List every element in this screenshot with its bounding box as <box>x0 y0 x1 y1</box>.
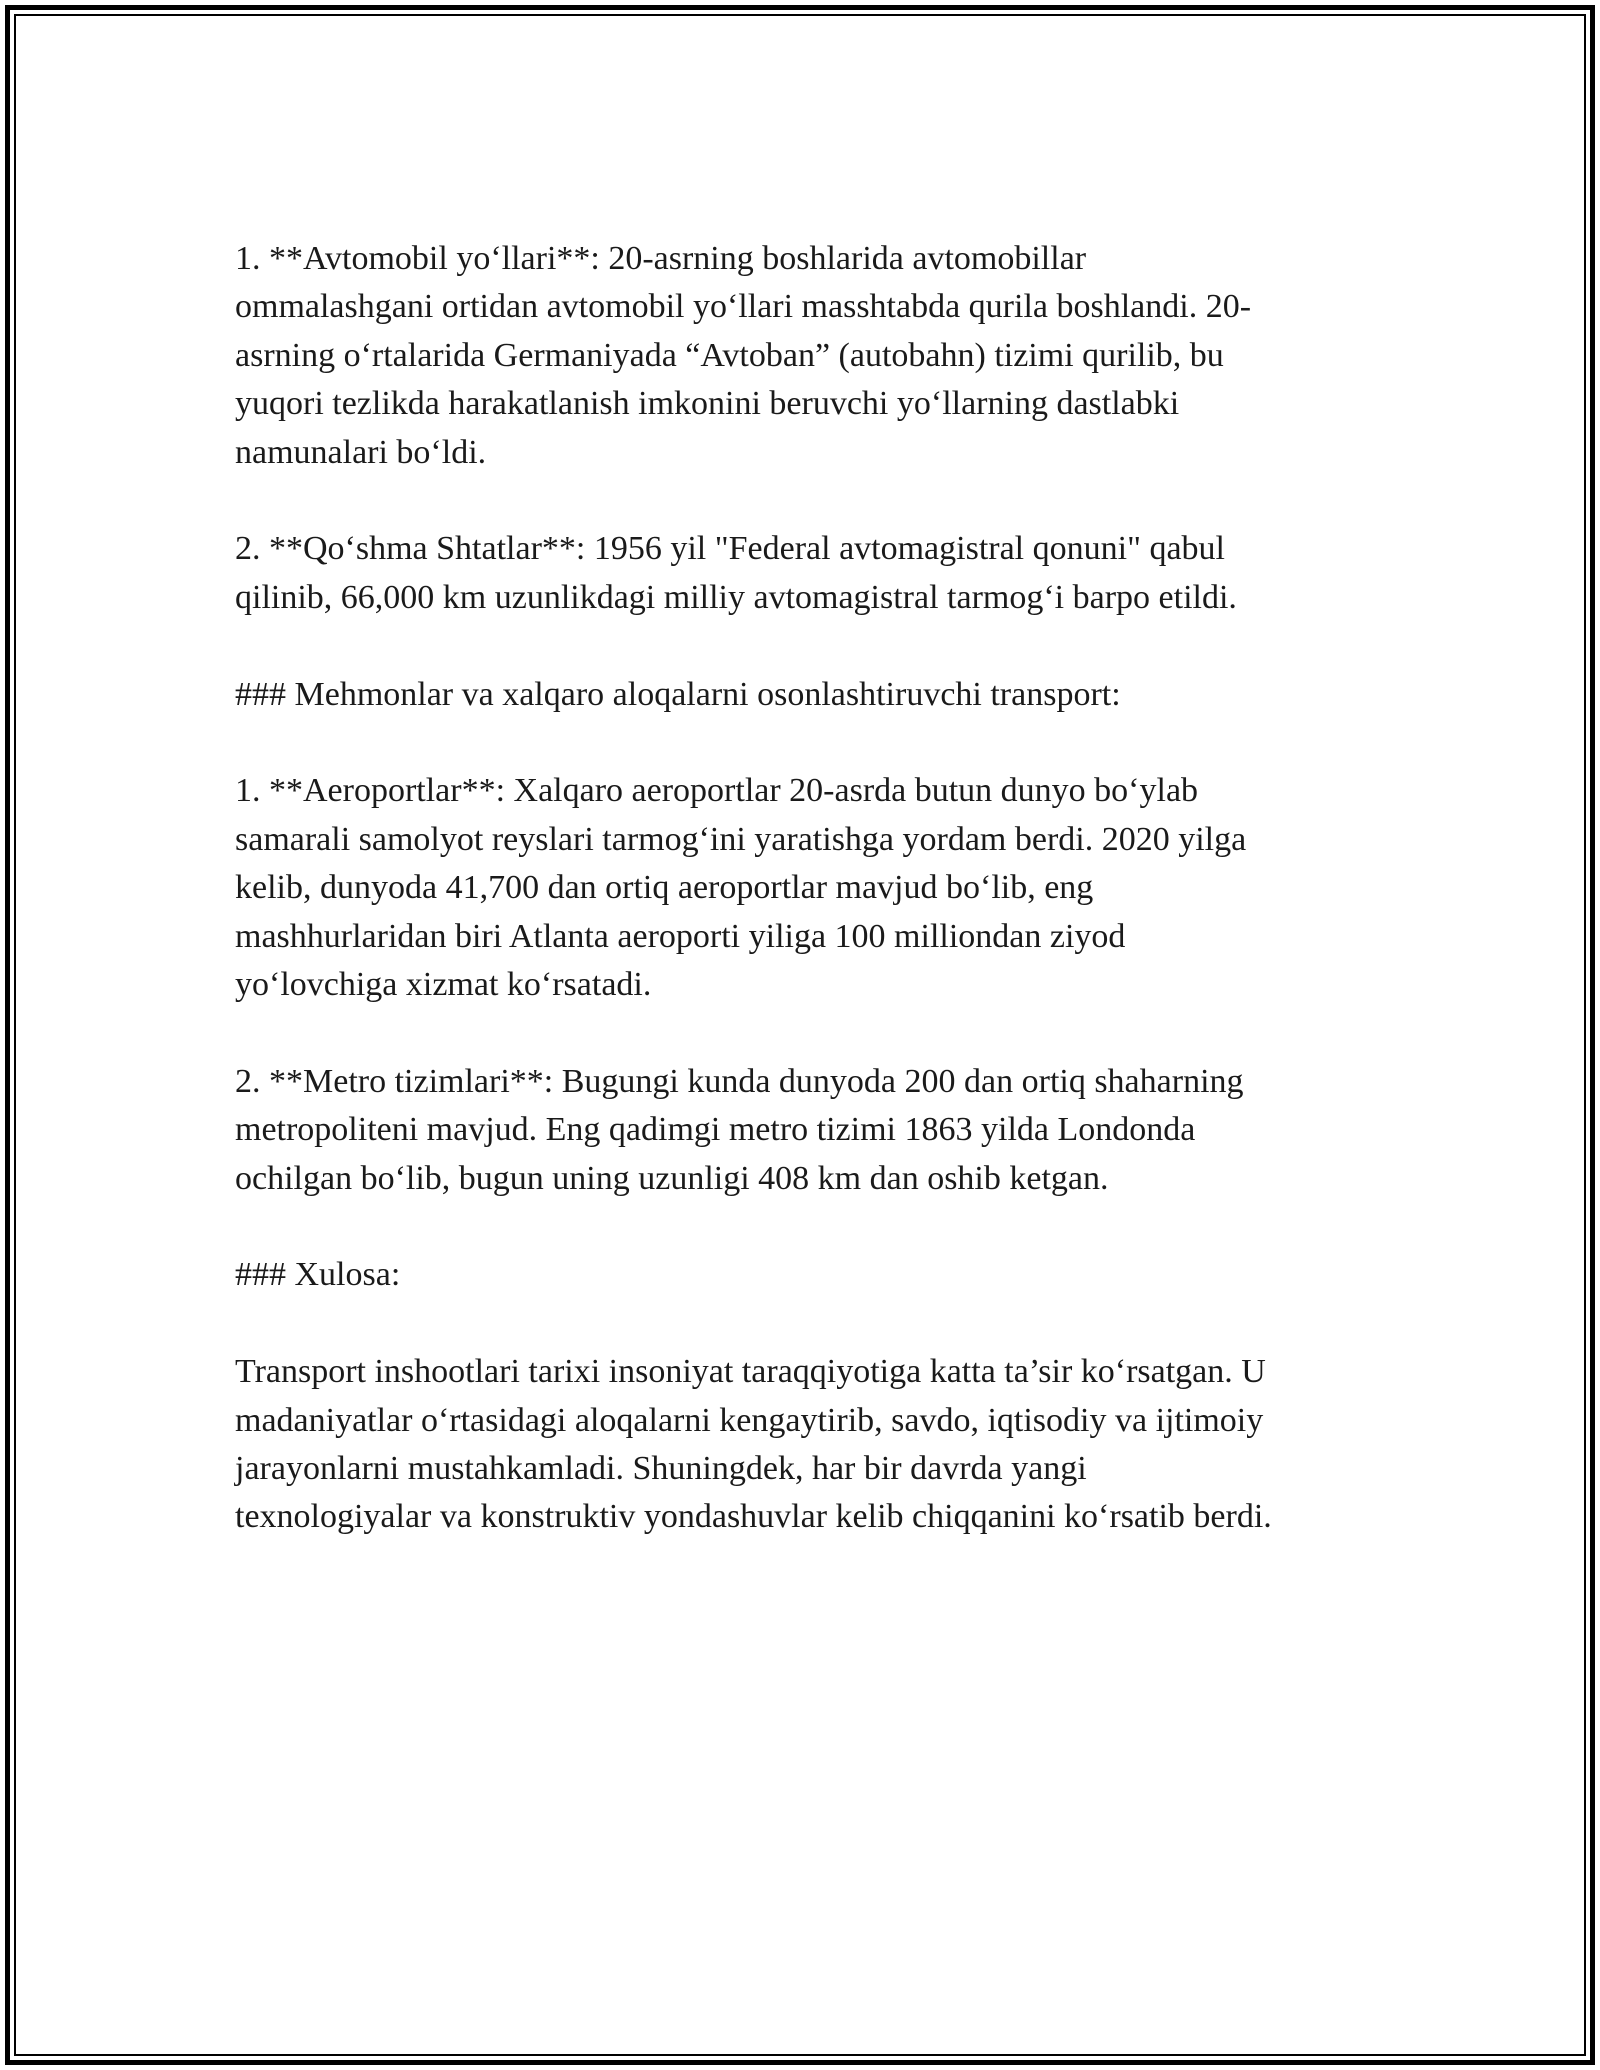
paragraph-qoshma-shtatlar: 2. **Qo‘shma Shtatlar**: 1956 yil "Federal avtomagistral qonuni" qabul qilinib, 66,000 km uzunlikdagi milliy avtomagistral tarmog‘i barpo etildi. <box>235 530 1237 616</box>
section-heading-xulosa: ### Xulosa: <box>235 1256 401 1294</box>
paragraph-avtomobil-yollari: 1. **Avtomobil yo‘llari**: 20-asrning boshlarida avtomobillar ommalashgani ortidan avtomobil yo‘llari masshtabda qurila boshlandi. 20- asrning o‘rtalarida Germaniyada “Avtoban” (autobahn) tizimi qurilib, bu yuqori tezlikda harakatlanish imkonini beruvchi yo‘llarning dastlabki namunalari bo‘ldi. <box>235 240 1252 471</box>
paragraph-aeroportlar: 1. **Aeroportlar**: Xalqaro aeroportlar 20-asrda butun dunyo bo‘ylab samarali samolyot reyslari tarmog‘ini yaratishga yordam berdi. 2020 yilga kelib, dunyoda 41,700 dan ortiq aeroportlar mavjud bo‘lib, eng mashhurlaridan biri Atlanta aeroporti yiliga 100 milliondan ziyod yo‘lovchiga xizmat ko‘rsatadi. <box>235 772 1247 1004</box>
paragraph-metro-tizimlari: 2. **Metro tizimlari**: Bugungi kunda dunyoda 200 dan ortiq shaharning metropoliteni mavjud. Eng qadimgi metro tizimi 1863 yilda Londonda ochilgan bo‘lib, bugun uning uzunligi 408 km dan oshib ketgan. <box>235 1062 1244 1197</box>
paragraph-conclusion: Transport inshootlari tarixi insoniyat taraqqiyotiga katta ta’sir ko‘rsatgan. U madaniyatlar o‘rtasidagi aloqalarni kengaytirib, savdo, iqtisodiy va ijtimoiy jarayonlarni mustahkamladi. Shuningdek, har bir davrda yangi texnologiyalar va konstruktiv yondashuvlar kelib chiqqanini ko‘rsatib berdi. <box>235 1353 1272 1536</box>
document-body <box>235 235 1365 1542</box>
section-heading-transport: ### Mehmonlar va xalqaro aloqalarni osonlashtiruvchi transport: <box>235 675 1121 713</box>
